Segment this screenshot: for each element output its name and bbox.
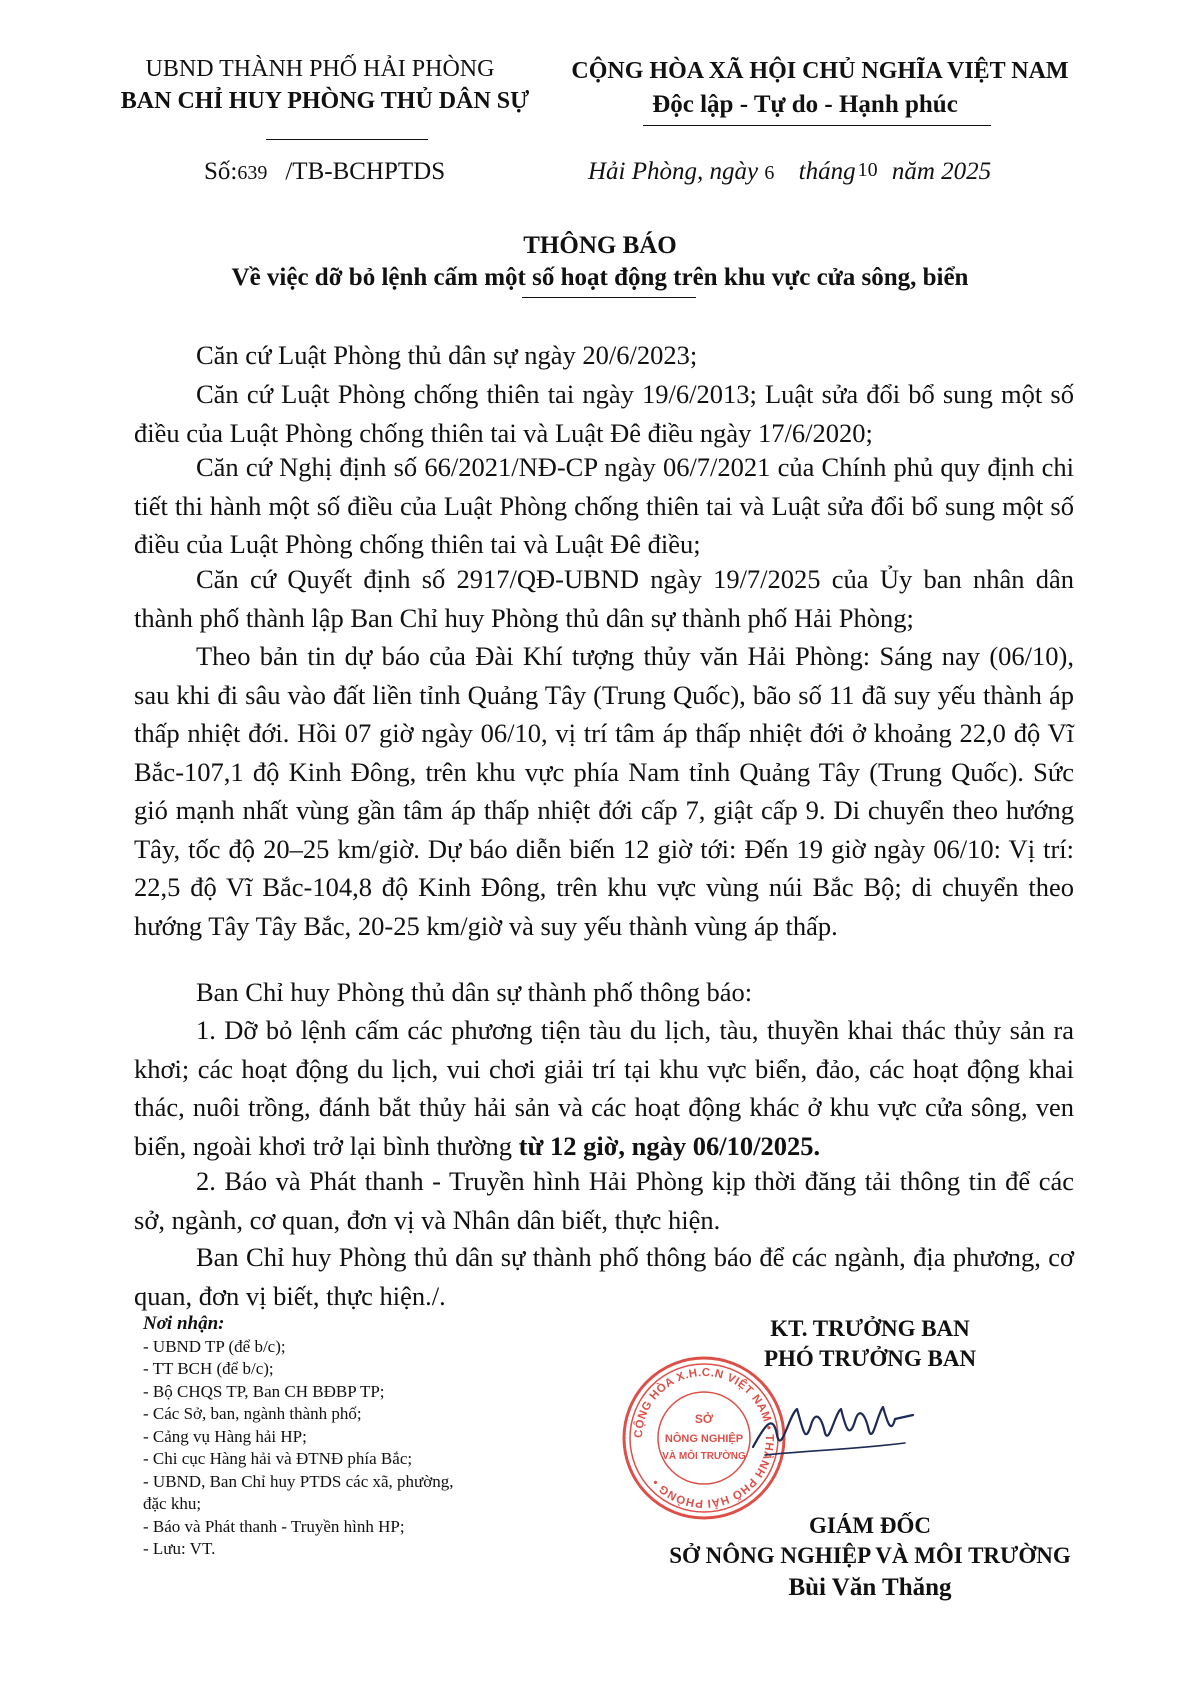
- basis-paragraph-2: Căn cứ Luật Phòng chống thiên tai ngày 19/6/2013; Luật sửa đổi bổ sung một số điều của Luật Phòng chống thiên tai và Luật Đê điều ngày 17/6/2020;: [134, 379, 1074, 448]
- basis-paragraph-3: Căn cứ Nghị định số 66/2021/NĐ-CP ngày 06/7/2021 của Chính phủ quy định chi tiết thi hành một số điều của Luật Phòng chống thiên tai và Luật sửa đổi bổ sung một số điều của Luật Phòng chống thiên tai và Luật Đê điều;: [134, 452, 1074, 559]
- org-name-line1: UBND THÀNH PHỐ HẢI PHÒNG: [145, 56, 495, 82]
- recipient-item: - UBND, Ban Chỉ huy PTDS các xã, phường,: [143, 1471, 454, 1491]
- seal-center-line2: NÔNG NGHIỆP: [664, 1433, 744, 1445]
- basis-paragraph-4: Căn cứ Quyết định số 2917/QĐ-UBND ngày 19/7/2025 của Ủy ban nhân dân thành phố thành lập Ban Chỉ huy Phòng thủ dân sự thành phố Hải Phòng;: [134, 564, 1074, 633]
- recipient-item: - Chi cục Hàng hải và ĐTNĐ phía Bắc;: [143, 1449, 413, 1468]
- number-prefix: Số:: [204, 158, 238, 185]
- org-underline: [266, 139, 428, 140]
- signer-title-2: SỞ NÔNG NGHIỆP VÀ MÔI TRƯỜNG: [669, 1543, 1071, 1568]
- document-subject: Về việc dỡ bỏ lệnh cấm một số hoạt động trên khu vực cửa sông, biển: [231, 264, 969, 291]
- recipients-heading-colon: :: [218, 1313, 225, 1334]
- item-1-paragraph: [134, 1011, 1074, 1165]
- motto-underline: [643, 125, 991, 126]
- recipients-heading: [143, 1313, 563, 1336]
- date-prefix: Hải Phòng, ngày: [588, 158, 759, 185]
- handwritten-signature: [745, 1385, 925, 1475]
- recipient-item: đặc khu;: [143, 1494, 202, 1513]
- recipients-heading-text: Nơi nhận: [143, 1313, 219, 1334]
- recipient-item: - Lưu: VT.: [143, 1539, 216, 1558]
- recipients-list: [143, 1313, 563, 1561]
- date-month: 10: [857, 159, 878, 181]
- subject-underline: [522, 297, 696, 298]
- forecast-paragraph: Theo bản tin dự báo của Đài Khí tượng thủy văn Hải Phòng: Sáng nay (06/10), sau khi đi sâu vào đất liền tỉnh Quảng Tây (Trung Quốc), bão số 11 đã suy yếu thành áp thấp nhiệt đới. Hồi 07 giờ ngày 06/10, vị trí tâm áp thấp nhiệt đới ở khoảng 22,0 độ Vĩ Bắc-107,1 độ Kinh Đông, trên khu vực phía Nam tỉnh Quảng Tây (Trung Quốc). Sức gió mạnh nhất vùng gần tâm áp thấp nhiệt đới cấp 7, giật cấp 9. Di chuyển theo hướng Tây, tốc độ 20–25 km/giờ. Dự báo diễn biến 12 giờ tới: Đến 19 giờ ngày 06/10: Vị trí: 22,5 độ Vĩ Bắc-104,8 độ Kinh Đông, trên khu vực vùng núi Bắc Bộ; di chuyển theo hướng Tây Tây Bắc, 20-25 km/giờ và suy yếu thành vùng áp thấp.: [134, 641, 1074, 941]
- number-value: 639: [237, 162, 268, 184]
- seal-center-line3: VÀ MÔI TRƯỜNG: [662, 1451, 746, 1462]
- document-date: [588, 158, 991, 186]
- item-1-effective-time: từ 12 giờ, ngày 06/10/2025.: [518, 1130, 821, 1161]
- date-month-label: tháng: [798, 158, 856, 185]
- item-1-text: 1. Dỡ bỏ lệnh cấm các phương tiện tàu du lịch, tàu, thuyền khai thác thủy sản ra khơi; các hoạt động du lịch, vui chơi giải trí tại khu vực biển, đảo, các hoạt động khai thác, nuôi trồng, đánh bắt thủy hải sản và các hoạt động khác ở khu vực cửa sông, ven biển, ngoài khơi trở lại bình thường: [134, 1015, 1074, 1161]
- signer-name: Bùi Văn Thăng: [788, 1574, 952, 1601]
- national-motto: Độc lập - Tự do - Hạnh phúc: [652, 91, 958, 118]
- signature-authority-line2: PHÓ TRƯỞNG BAN: [763, 1346, 977, 1371]
- item-2-paragraph: 2. Báo và Phát thanh - Truyền hình Hải Phòng kịp thời đăng tải thông tin để các sở, ngành, cơ quan, đơn vị và Nhân dân biết, thực hiện.: [134, 1166, 1074, 1235]
- recipient-item: - Bộ CHQS TP, Ban CH BĐBP TP;: [143, 1381, 385, 1401]
- date-day: 6: [764, 162, 775, 184]
- org-name-line2: BAN CHỈ HUY PHÒNG THỦ DÂN SỰ: [120, 88, 530, 114]
- document-title: THÔNG BÁO: [523, 232, 677, 259]
- closing-paragraph: Ban Chỉ huy Phòng thủ dân sự thành phố thông báo để các ngành, địa phương, cơ quan, đơn vị biết, thực hiện./.: [134, 1242, 1074, 1311]
- seal-ring-text: CỘNG HÒA X.H.C.N VIỆT NAM • THÀNH PHỐ HẢI PHÒNG •: [632, 1366, 776, 1510]
- recipient-item: - TT BCH (để b/c);: [143, 1359, 274, 1378]
- recipient-item: - Cảng vụ Hàng hải HP;: [143, 1426, 307, 1446]
- date-year: năm 2025: [891, 158, 992, 185]
- signer-title-1: GIÁM ĐỐC: [808, 1513, 932, 1538]
- announcement-intro: Ban Chỉ huy Phòng thủ dân sự thành phố thông báo:: [196, 977, 753, 1007]
- basis-paragraph-1: Căn cứ Luật Phòng thủ dân sự ngày 20/6/2023;: [196, 340, 698, 370]
- recipient-item: - Các Sở, ban, ngành thành phố;: [143, 1404, 362, 1423]
- seal-center-line1: SỞ: [694, 1412, 714, 1426]
- signature-authority-line1: KT. TRƯỞNG BAN: [770, 1316, 970, 1341]
- document-number: [204, 158, 445, 186]
- nation-name: CỘNG HÒA XÃ HỘI CHỦ NGHĨA VIỆT NAM: [571, 58, 1069, 84]
- recipient-item: - UBND TP (để b/c);: [143, 1336, 286, 1356]
- number-suffix: /TB-BCHPTDS: [285, 158, 446, 185]
- recipient-item: - Báo và Phát thanh - Truyền hình HP;: [143, 1516, 405, 1536]
